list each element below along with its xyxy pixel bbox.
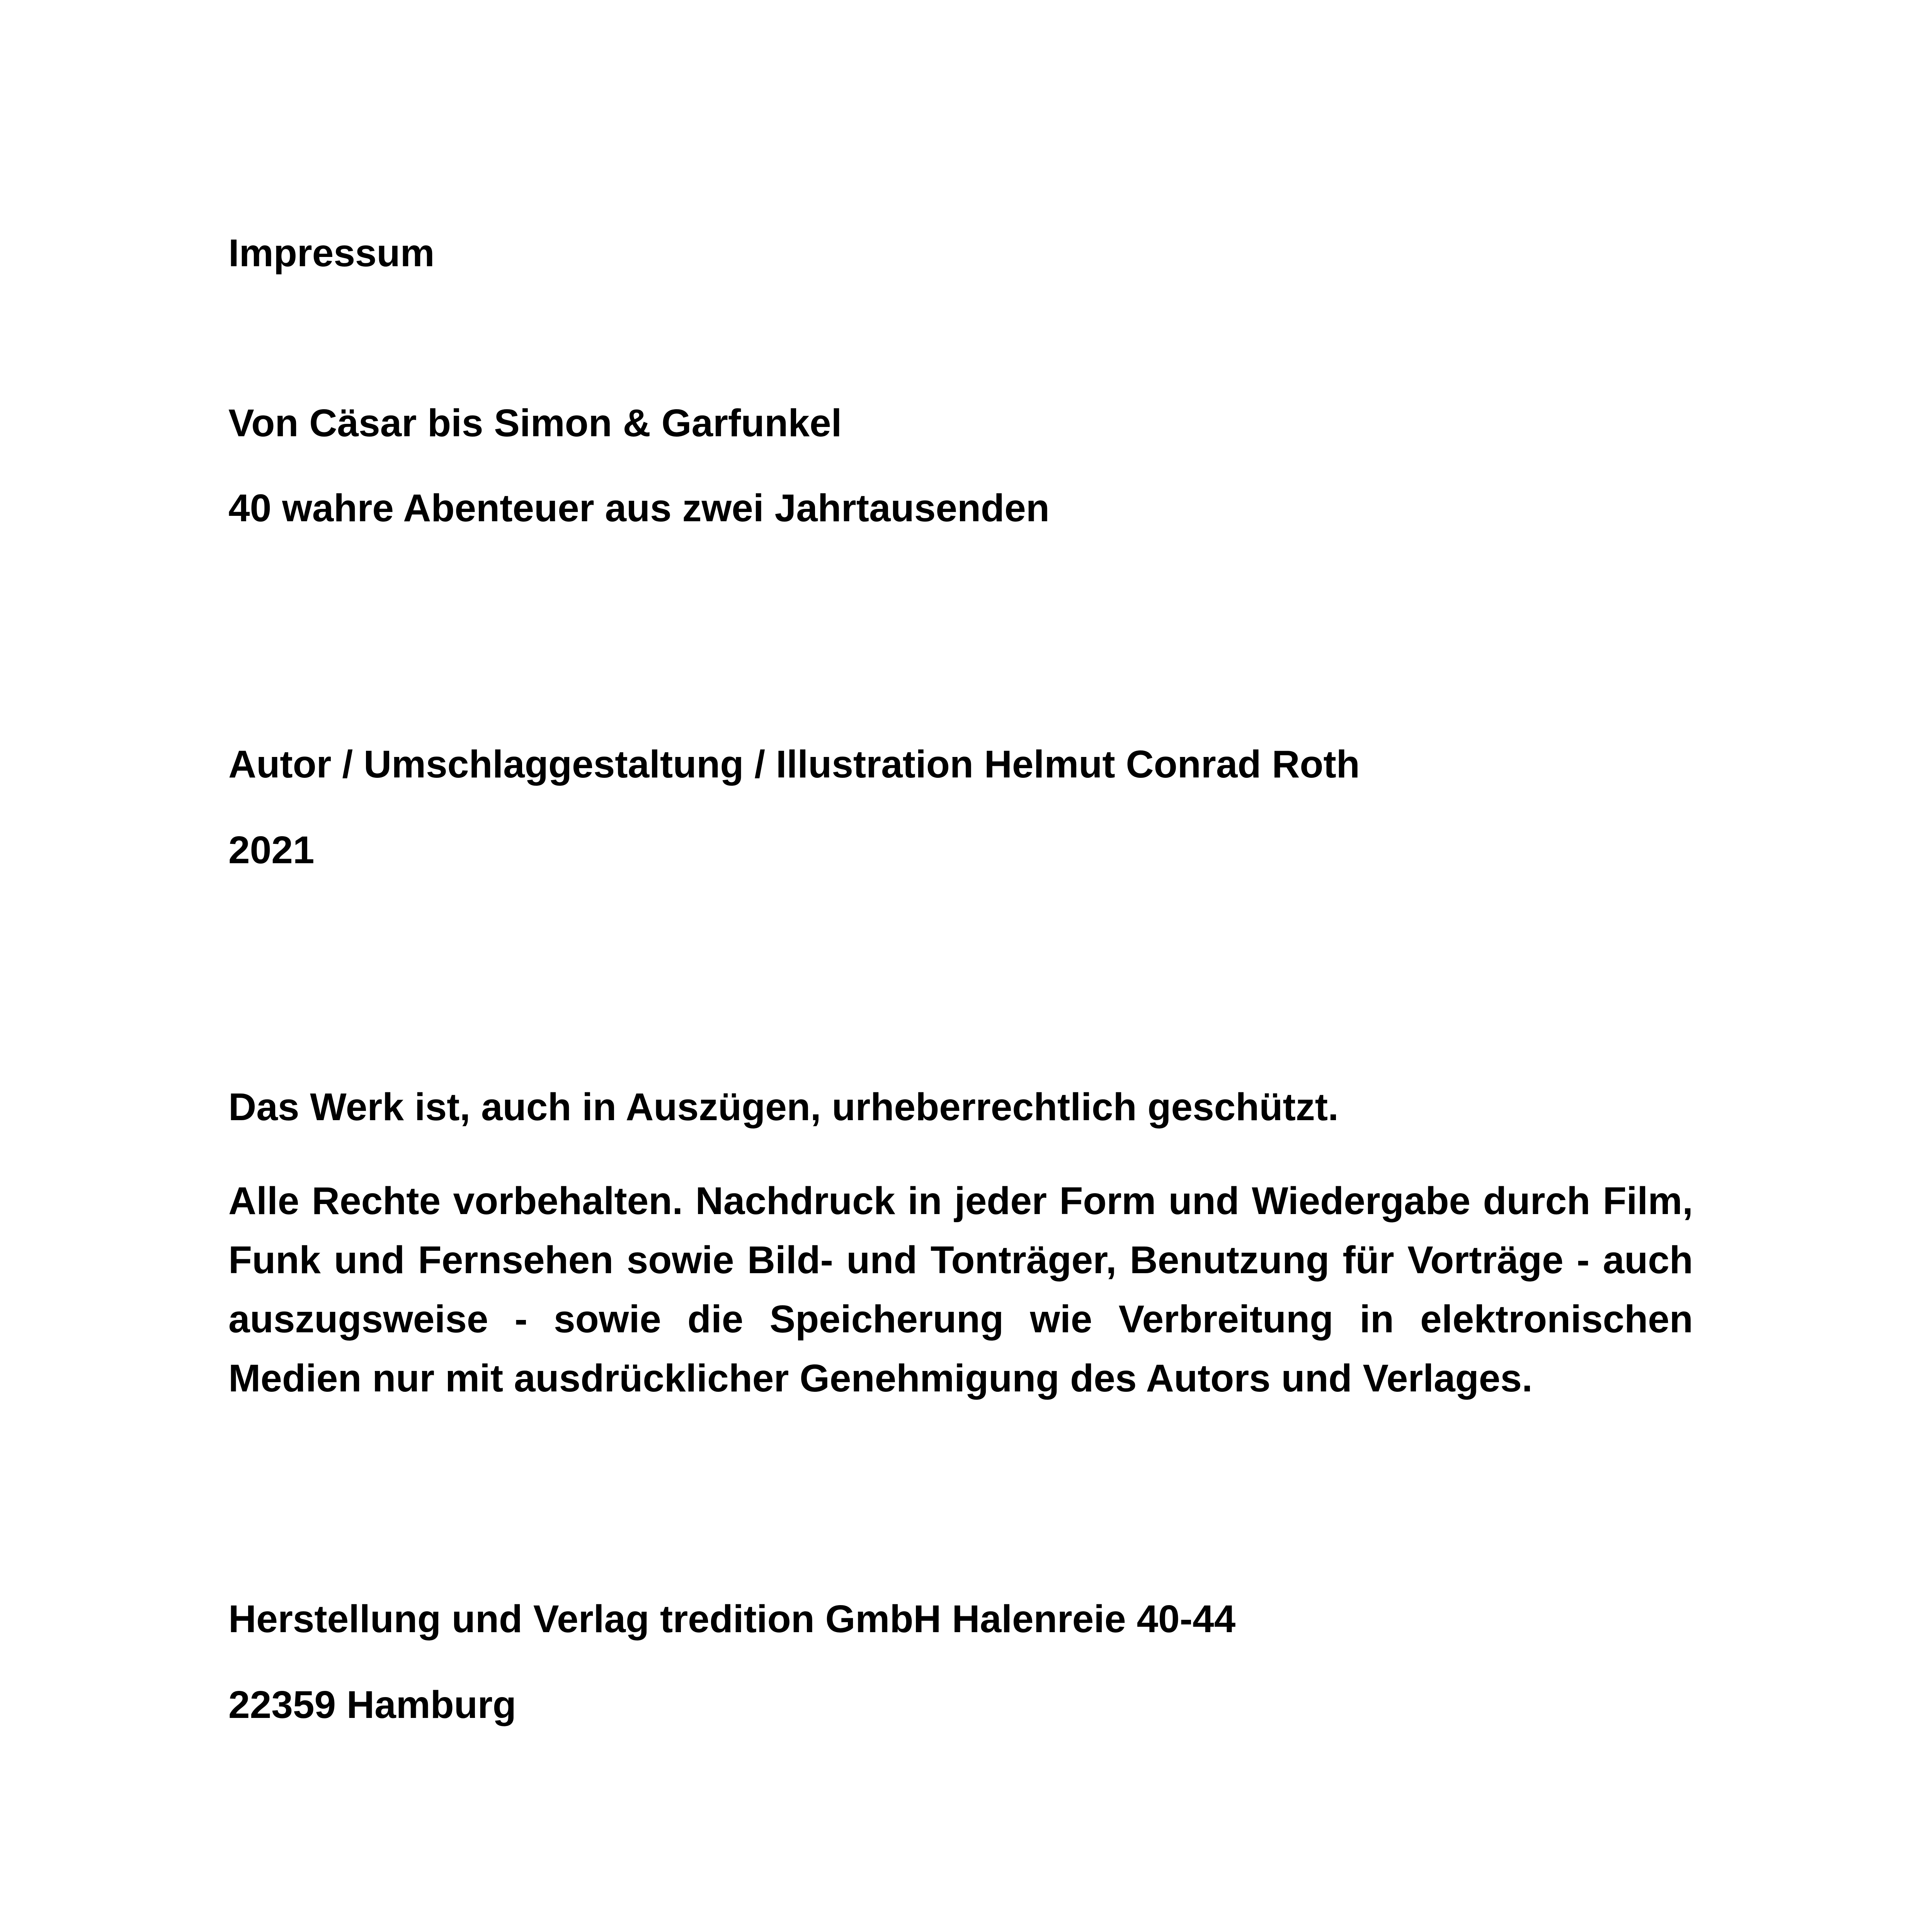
book-subtitle: 40 wahre Abenteuer aus zwei Jahrtausenden — [228, 486, 1050, 530]
rights-paragraph — [228, 1172, 1693, 1408]
publisher-line: Herstellung und Verlag tredition GmbH Halenreie 40-44 — [228, 1597, 1236, 1641]
rights-line: Alle Rechte vorbehalten. Nachdruck in jeder Form und Wiedergabe durch Film, — [228, 1179, 1693, 1223]
copyright-notice: Das Werk ist, auch in Auszügen, urheberrechtlich geschützt. — [228, 1085, 1339, 1129]
publication-year: 2021 — [228, 828, 315, 872]
rights-line: auszugsweise - sowie die Speicherung wie Verbreitung in elektronischen — [228, 1298, 1693, 1341]
imprint-heading: Impressum — [228, 231, 435, 275]
rights-line: Medien nur mit ausdrücklicher Genehmigung des Autors und Verlages. — [228, 1357, 1533, 1400]
city-line: 22359 Hamburg — [228, 1683, 516, 1726]
author-line: Autor / Umschlaggestaltung / Illustration Helmut Conrad Roth — [228, 743, 1360, 786]
book-title: Von Cäsar bis Simon & Garfunkel — [228, 401, 842, 445]
rights-line: Funk und Fernsehen sowie Bild- und Tonträger, Benutzung für Vorträge - auch — [228, 1238, 1693, 1282]
